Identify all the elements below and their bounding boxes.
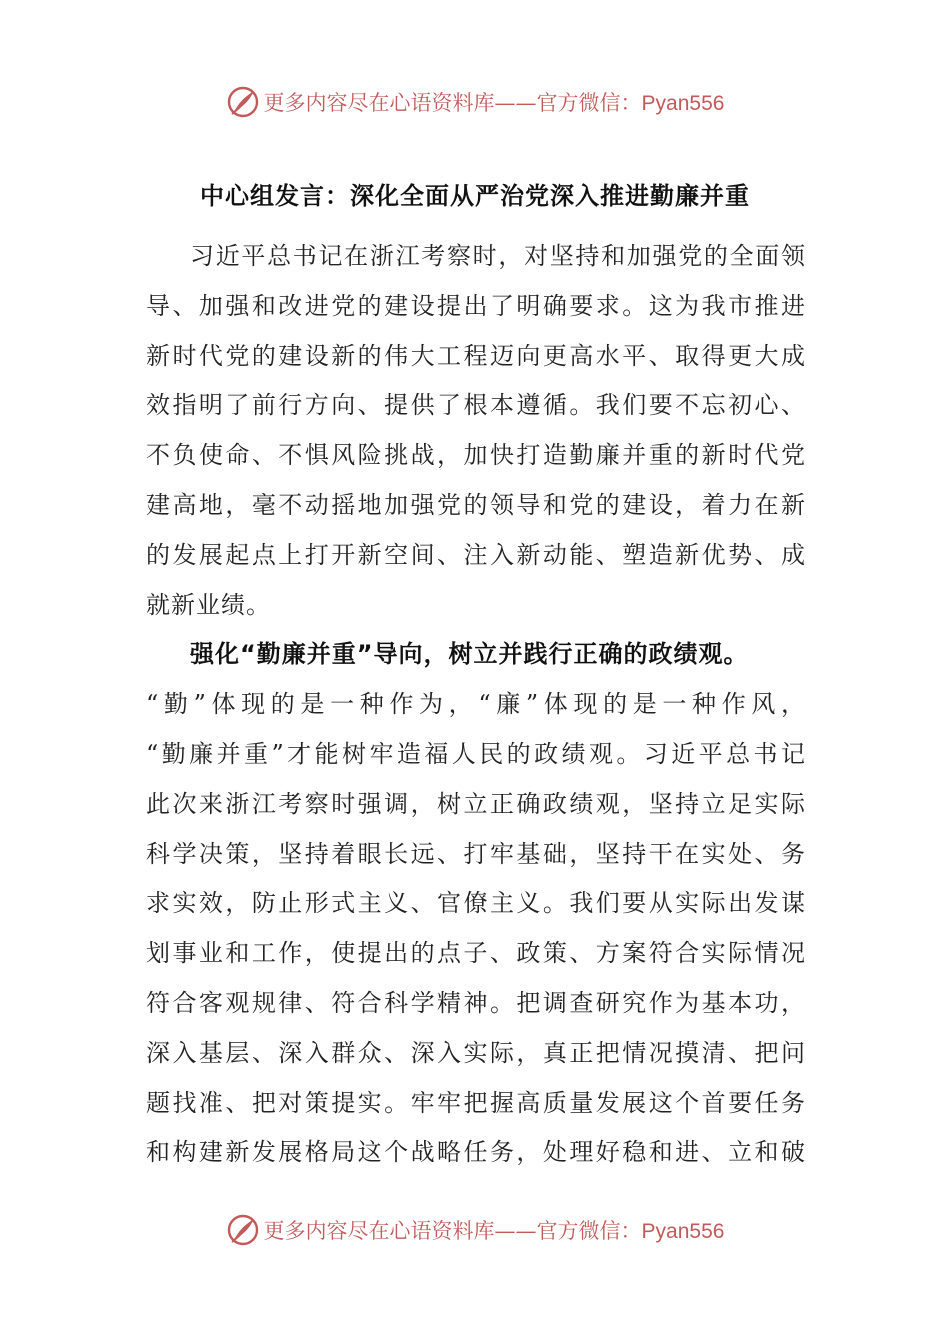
header-watermark-banner <box>0 82 950 122</box>
paragraph-line: 科学决策，坚持着眼长远、打牢基础，坚持干在实处、务 <box>146 839 806 868</box>
paragraph-line: 导、加强和改进党的建设提出了明确要求。这为我市推进 <box>146 291 806 320</box>
banner-text: 更多内容尽在心语资料库——官方微信：Pyan556 <box>263 1219 725 1243</box>
paragraph-line: 效指明了前行方向、提供了根本遵循。我们要不忘初心、 <box>146 391 806 420</box>
paragraph-line: 新时代党的建设新的伟大工程迈向更高水平、取得更大成 <box>146 341 806 370</box>
paragraph-line: “勤廉并重”才能树牢造福人民的政绩观。习近平总书记 <box>146 739 806 768</box>
paragraph-line: “勤”体现的是一种作为，“廉”体现的是一种作风， <box>146 690 806 719</box>
banner-wechat-id: Pyan556 <box>641 1220 725 1243</box>
paragraph-line: 此次来浙江考察时强调，树立正确政绩观，坚持立足实际 <box>146 789 806 818</box>
paragraph-line: 建高地，毫不动摇地加强党的领导和党的建设，着力在新 <box>146 490 806 519</box>
section-heading: 强化“勤廉并重”导向，树立并践行正确的政绩观。 <box>190 640 749 669</box>
paragraph-line: 不负使命、不惧风险挑战，加快打造勤廉并重的新时代党 <box>146 441 806 470</box>
banner-text: 更多内容尽在心语资料库——官方微信：Pyan556 <box>263 91 725 115</box>
paragraph-line: 题找准、把对策提实。牢牢把握高质量发展这个首要任务 <box>146 1088 806 1117</box>
paragraph-line: 就新业绩。 <box>146 590 271 619</box>
banner-wechat-id: Pyan556 <box>641 92 725 115</box>
paragraph-line: 求实效，防止形式主义、官僚主义。我们要从实际出发谋 <box>146 889 806 918</box>
document-body <box>146 236 806 1182</box>
document-title: 中心组发言：深化全面从严治党深入推进勤廉并重 <box>200 182 750 210</box>
footer-watermark-banner <box>0 1210 950 1250</box>
paragraph-line: 的发展起点上打开新空间、注入新动能、塑造新优势、成 <box>146 540 806 569</box>
paragraph-line: 符合客观规律、符合科学精神。把调查研究作为基本功， <box>146 988 806 1017</box>
paragraph-line: 习近平总书记在浙江考察时，对坚持和加强党的全面领 <box>190 242 806 270</box>
quill-logo-icon <box>226 85 260 119</box>
paragraph-line: 深入基层、深入群众、深入实际，真正把情况摸清、把问 <box>146 1038 806 1067</box>
paragraph-line: 划事业和工作，使提出的点子、政策、方案符合实际情况 <box>146 939 806 968</box>
quill-logo-icon <box>226 1213 260 1247</box>
paragraph-line: 和构建新发展格局这个战略任务，处理好稳和进、立和破 <box>146 1138 806 1167</box>
